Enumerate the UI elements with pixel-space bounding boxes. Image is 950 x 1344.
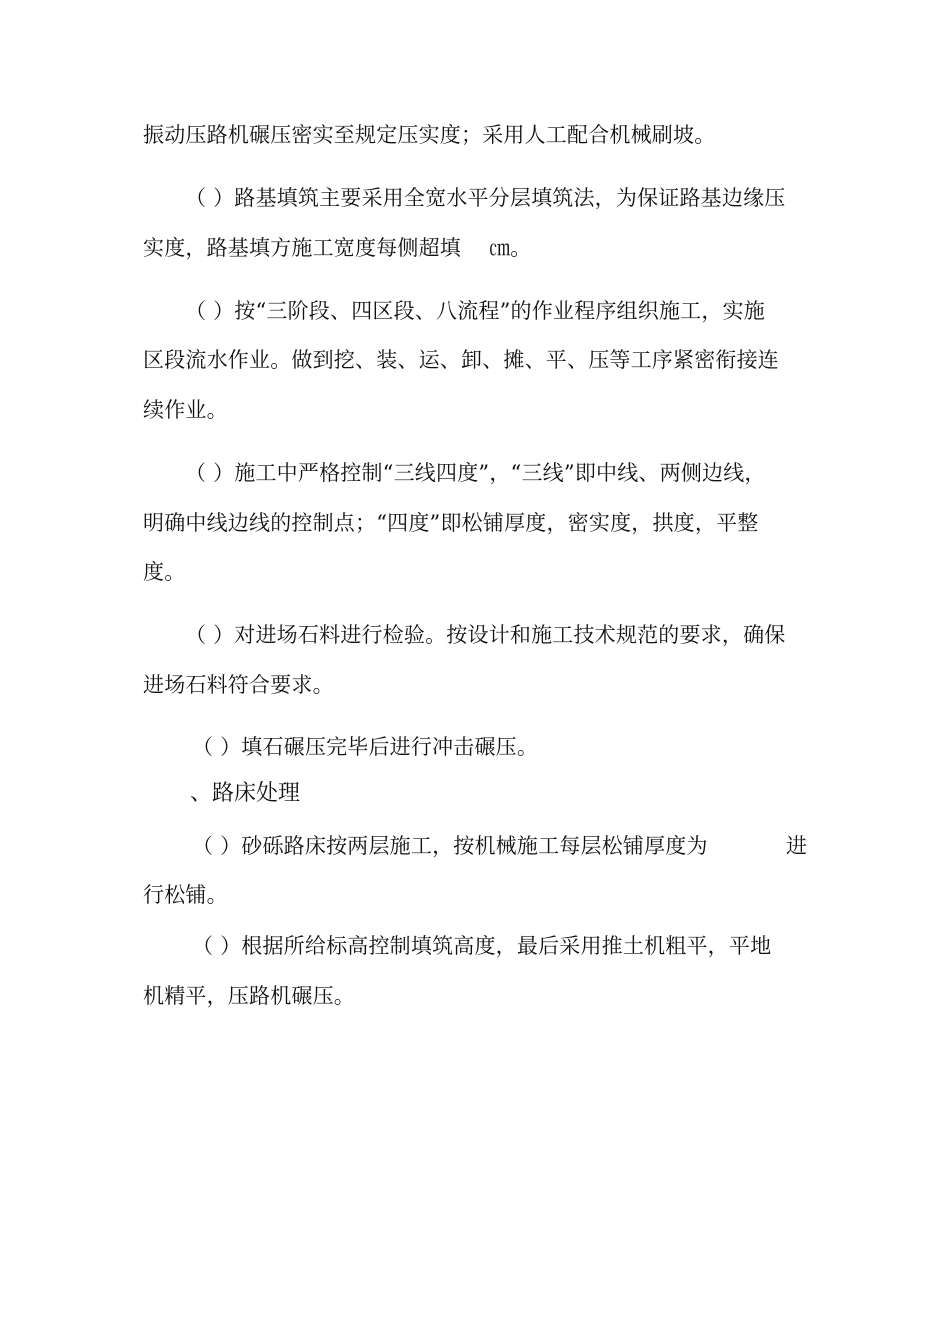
paragraph-line: （ ）砂砾路床按两层施工，按机械施工每层松铺厚度为 [192, 834, 708, 858]
paragraph-line: 区段流水作业。做到挖、装、运、卸、摊、平、压等工序紧密衔接连 [143, 348, 779, 372]
paragraph-line: （ ）根据所给标高控制填筑高度，最后采用推土机粗平，平地 [192, 934, 772, 958]
section-heading: 、路床处理 [190, 781, 301, 806]
paragraph-line: （ ）填石碾压完毕后进行冲击碾压。 [192, 735, 539, 759]
paragraph-line: 进场石料符合要求。 [143, 673, 334, 697]
paragraph-line: 实度，路基填方施工宽度每侧超填 ㎝。 [143, 236, 532, 260]
paragraph-line: 振动压路机碾压密实至规定压实度；采用人工配合机械刷坡。 [143, 123, 716, 147]
paragraph-line: （ ）施工中严格控制“三线四度”，“三线”即中线、两侧边线， [185, 461, 766, 485]
paragraph-line: 机精平，压路机碾压。 [143, 984, 355, 1008]
paragraph-line: （ ）按“三阶段、四区段、八流程”的作业程序组织施工，实施 [185, 299, 765, 323]
paragraph-line: （ ）对进场石料进行检验。按设计和施工技术规范的要求，确保 [185, 623, 786, 647]
paragraph-line-end: 进 [786, 834, 807, 858]
paragraph-line: 明确中线边线的控制点；“四度”即松铺厚度，密实度，拱度，平整 [143, 511, 759, 535]
paragraph-line: 行松铺。 [143, 883, 228, 907]
paragraph-line: 续作业。 [143, 398, 228, 422]
paragraph-line: 度。 [143, 560, 186, 584]
paragraph-line: （ ）路基填筑主要采用全宽水平分层填筑法，为保证路基边缘压 [185, 186, 786, 210]
